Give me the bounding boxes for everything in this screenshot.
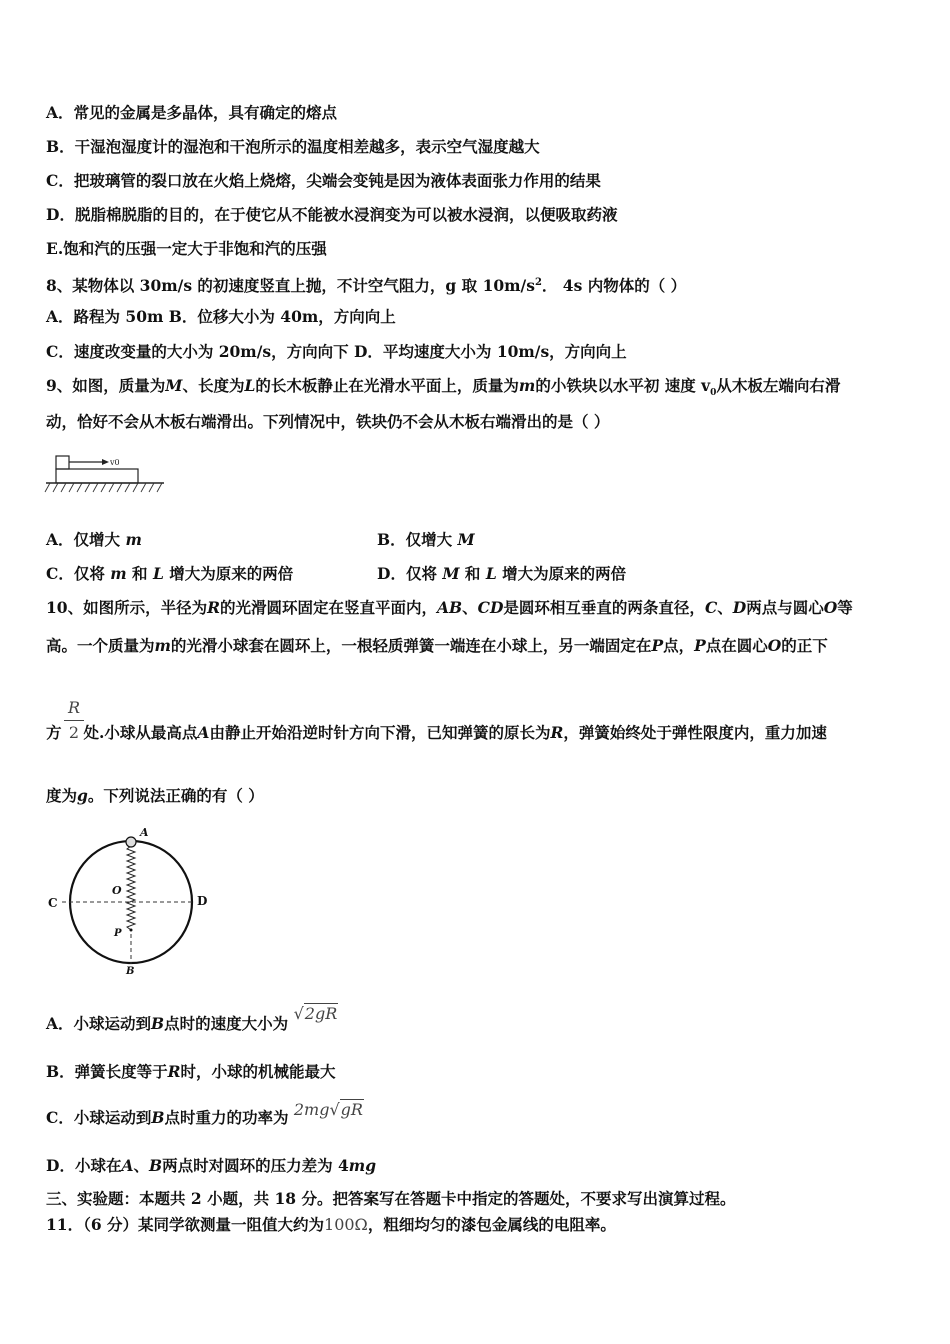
q10-ring-figure bbox=[44, 816, 214, 978]
q9-opt-text: 增大为原来的两倍 bbox=[163, 564, 294, 583]
q10-opt-var: mg bbox=[348, 1156, 377, 1175]
q9-opt-text: 增大为原来的两倍 bbox=[496, 564, 627, 583]
q10-text: 的光滑圆环固定在竖直平面内， bbox=[219, 598, 437, 617]
q10-text: 处.小球从最高点 bbox=[83, 723, 198, 742]
q9-option-b bbox=[377, 530, 475, 550]
q9-opt-var: M bbox=[442, 564, 460, 583]
q10-text: 方 bbox=[46, 723, 62, 742]
q10-opt-text: C．小球运动到 bbox=[46, 1108, 152, 1127]
q8-options-row2: C．速度改变量的大小为 20m/s，方向向下 D．平均速度大小为 10m/s，方向向上 bbox=[46, 342, 627, 361]
q7-option-e: E.饱和汽的压强一定大于非饱和汽的压强 bbox=[46, 239, 327, 258]
q10-var: R bbox=[207, 598, 220, 617]
sqrt-2gr: √2gR bbox=[293, 1004, 338, 1023]
q9-opt-var: M bbox=[457, 530, 475, 549]
q10-opt-var: B bbox=[149, 1156, 163, 1175]
q9-text: 从木板左端向右滑 bbox=[716, 376, 841, 395]
q10-var: O bbox=[767, 636, 782, 655]
q9-opt-var: m bbox=[125, 530, 142, 549]
q10-text: 10、如图所示，半径为 bbox=[46, 598, 208, 617]
label-p: P bbox=[114, 928, 122, 939]
q10-stem-line1 bbox=[46, 598, 853, 618]
q10-text: 、 bbox=[462, 598, 478, 617]
q11-resistance: 100Ω bbox=[324, 1215, 368, 1234]
q9-opt-text: 和 bbox=[126, 564, 153, 583]
q9-stem-line1 bbox=[46, 376, 840, 403]
q7-option-d: D．脱脂棉脱脂的目的，在于使它从不能被水浸润变为可以被水浸润，以便吸取药液 bbox=[46, 205, 618, 224]
q9-opt-text: 和 bbox=[459, 564, 486, 583]
power-expression: 2mg√gR bbox=[293, 1100, 363, 1119]
q9-text: 、长度为 bbox=[182, 376, 245, 395]
spring bbox=[127, 846, 135, 930]
q10-var: g bbox=[77, 786, 88, 805]
q10-option-d bbox=[46, 1156, 376, 1176]
q10-stem-line2 bbox=[46, 636, 828, 656]
q9-opt-var: L bbox=[485, 564, 497, 583]
q9-var-m: m bbox=[518, 376, 536, 395]
q10-text: 度为 bbox=[46, 786, 78, 805]
q10-opt-text: 点时重力的功率为 bbox=[164, 1108, 289, 1127]
q9-opt-var: m bbox=[110, 564, 127, 583]
q10-text: 的正下 bbox=[781, 636, 828, 655]
q10-option-b bbox=[46, 1062, 336, 1082]
section3-title: 三、实验题：本题共 2 小题，共 18 分。把答案写在答题卡中指定的答题处，不要求写出演算过程。 bbox=[46, 1189, 736, 1208]
q10-text: 的光滑小球套在圆环上，一根轻质弹簧一端连在小球上，另一端固定在 bbox=[170, 636, 652, 655]
q10-text: 、 bbox=[717, 598, 733, 617]
q8-stem-sup: 2 bbox=[534, 277, 542, 288]
q10-stem-line3 bbox=[46, 723, 827, 743]
q10-opt-text: D．小球在 bbox=[46, 1156, 122, 1175]
q9-option-d bbox=[377, 564, 626, 584]
power-radicand: gR bbox=[340, 1100, 363, 1119]
fraction-numerator: R bbox=[67, 698, 81, 717]
q10-option-c bbox=[46, 1100, 364, 1128]
long-board bbox=[56, 469, 138, 483]
label-d: D bbox=[197, 894, 208, 908]
q9-text: 的长木板静止在光滑水平面上，质量为 bbox=[255, 376, 519, 395]
q9-option-c bbox=[46, 564, 293, 584]
q10-var: R bbox=[550, 723, 564, 742]
q9-opt-text: A．仅增大 bbox=[46, 530, 126, 549]
small-ball bbox=[126, 837, 136, 847]
q9-text: 9、如图，质量为 bbox=[46, 376, 166, 395]
q9-option-a bbox=[46, 530, 142, 550]
q10-opt-var: B bbox=[151, 1108, 165, 1127]
q10-var: P bbox=[651, 636, 664, 655]
fraction-denominator: 2 bbox=[68, 723, 80, 742]
q10-opt-text: 时，小球的机械能最大 bbox=[180, 1062, 336, 1081]
arrow-head-icon bbox=[102, 459, 109, 465]
q10-opt-text: 点时的速度大小为 bbox=[164, 1014, 289, 1033]
iron-block bbox=[56, 456, 69, 469]
q9-opt-text: B．仅增大 bbox=[377, 530, 458, 549]
q8-stem-text-b: ． 4s 内物体的（ ） bbox=[541, 276, 687, 296]
q10-text: ，弹簧始终处于弹性限度内，重力加速 bbox=[563, 723, 827, 742]
q7-option-b: B．干湿泡湿度计的湿泡和干泡所示的温度相差越多，表示空气湿度越大 bbox=[46, 137, 540, 156]
q10-text: 高。一个质量为 bbox=[46, 636, 155, 655]
point-p bbox=[130, 929, 133, 932]
q7-option-a: A．常见的金属是多晶体，具有确定的熔点 bbox=[46, 103, 338, 122]
q10-var: CD bbox=[477, 598, 504, 617]
q10-text: 是圆环相互垂直的两条直径， bbox=[503, 598, 705, 617]
q8-options-row1: A．路程为 50m B．位移大小为 40m，方向向上 bbox=[46, 307, 396, 326]
q10-stem-line4 bbox=[46, 786, 264, 806]
q11-stem bbox=[46, 1215, 616, 1235]
q9-opt-text: D．仅将 bbox=[377, 564, 443, 583]
q10-var: D bbox=[732, 598, 747, 617]
label-b: B bbox=[126, 966, 135, 977]
q10-opt-text: 两点时对圆环的压力差为 4 bbox=[162, 1156, 349, 1175]
q9-opt-text: C．仅将 bbox=[46, 564, 111, 583]
q9-stem-line2: 动，恰好不会从木板右端滑出。下列情况中，铁块仍不会从木板右端滑出的是（ ） bbox=[46, 412, 610, 431]
label-a: A bbox=[140, 826, 149, 839]
q10-var: P bbox=[694, 636, 706, 655]
label-c: C bbox=[48, 896, 58, 910]
q10-var: AB bbox=[436, 598, 463, 617]
q10-opt-var: R bbox=[167, 1062, 181, 1081]
velocity-label: v0 bbox=[110, 458, 120, 467]
q10-var: m bbox=[154, 636, 171, 655]
q10-opt-var: B bbox=[151, 1014, 165, 1033]
q10-var: A bbox=[197, 723, 210, 742]
q10-text: 点， bbox=[663, 636, 695, 655]
q10-text: 由静止开始沿逆时针方向下滑，已知弹簧的原长为 bbox=[209, 723, 551, 742]
q10-opt-text: A．小球运动到 bbox=[46, 1014, 152, 1033]
q8-stem bbox=[46, 273, 686, 296]
q10-text: 。下列说法正确的有（ ） bbox=[87, 786, 264, 805]
q11-text: 11．（6 分）某同学欲测量一阻值大约为 bbox=[46, 1215, 325, 1234]
q9-opt-var: L bbox=[152, 564, 164, 583]
q10-opt-text: B．弹簧长度等于 bbox=[46, 1062, 168, 1081]
q10-text: 两点与圆心 bbox=[746, 598, 824, 617]
power-coef: 2mg bbox=[293, 1100, 330, 1119]
q10-opt-text: 、 bbox=[133, 1156, 149, 1175]
q9-sub-0: 0 bbox=[710, 388, 717, 399]
q10-text: 点在圆心 bbox=[705, 636, 768, 655]
sqrt-2gr-radicand: 2gR bbox=[304, 1004, 338, 1023]
fraction-bar bbox=[64, 720, 84, 721]
q9-board-figure bbox=[44, 452, 170, 498]
q10-var: C bbox=[704, 598, 718, 617]
q11-text: ，粗细均匀的漆包金属线的电阻率。 bbox=[367, 1215, 616, 1234]
q9-var-M: M bbox=[165, 376, 183, 395]
q10-text: 等 bbox=[837, 598, 853, 617]
q10-var: O bbox=[823, 598, 838, 617]
q9-text: 的小铁块以水平初 速度 v bbox=[535, 376, 711, 395]
q9-var-L: L bbox=[244, 376, 256, 395]
q8-stem-text-a: 8、某物体以 30m/s 的初速度竖直上抛，不计空气阻力，g 取 10m/s bbox=[46, 276, 535, 296]
label-o: O bbox=[112, 884, 122, 897]
q10-opt-var: A bbox=[121, 1156, 134, 1175]
ground-hatching bbox=[45, 483, 162, 492]
q10-option-a bbox=[46, 1004, 338, 1034]
q7-option-c: C．把玻璃管的裂口放在火焰上烧熔，尖端会变钝是因为液体表面张力作用的结果 bbox=[46, 171, 601, 190]
